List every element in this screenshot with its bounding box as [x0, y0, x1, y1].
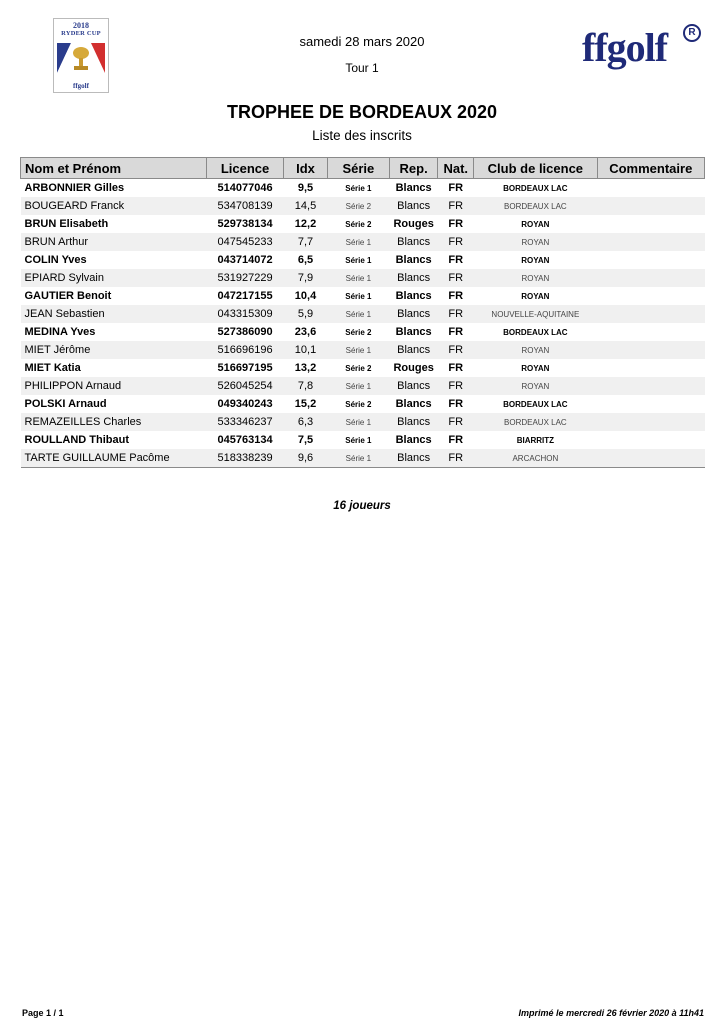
player-index: 9,6	[284, 449, 327, 468]
player-index: 14,5	[284, 197, 327, 215]
player-licence: 534708139	[206, 197, 283, 215]
player-comment	[597, 179, 704, 198]
player-club: BORDEAUX LAC	[503, 183, 568, 193]
player-comment	[597, 431, 704, 449]
player-licence: 047217155	[217, 290, 273, 302]
column-header-name: Nom et Prénom	[21, 158, 207, 179]
player-nationality: FR	[438, 305, 474, 323]
player-serie: Série 1	[327, 449, 389, 468]
player-nationality: FR	[438, 197, 474, 215]
player-comment	[597, 341, 704, 359]
player-nationality: FR	[448, 218, 464, 230]
ryder-cup-year: 2018	[73, 21, 89, 30]
player-tee: Blancs	[389, 197, 437, 215]
player-club: ROYAN	[521, 363, 550, 373]
player-serie: Série 2	[327, 197, 389, 215]
player-index: 7,5	[297, 434, 314, 446]
print-timestamp: Imprimé le mercredi 26 février 2020 à 11h41	[518, 1008, 704, 1018]
table-row	[21, 413, 705, 431]
player-tee: Blancs	[389, 449, 437, 468]
player-name: REMAZEILLES Charles	[21, 413, 207, 431]
player-serie: Série 1	[345, 183, 372, 193]
player-comment	[597, 323, 704, 341]
ryder-cup-sponsor: ffgolf	[73, 82, 89, 90]
column-header-comment: Commentaire	[597, 158, 704, 179]
player-licence: 529738134	[217, 218, 273, 230]
player-serie: Série 1	[345, 435, 372, 445]
player-nationality: FR	[448, 398, 464, 410]
player-index: 10,4	[294, 290, 317, 302]
player-club: ROYAN	[521, 255, 550, 265]
table-row	[21, 305, 705, 323]
player-comment	[597, 413, 704, 431]
player-tee: Rouges	[393, 218, 434, 230]
player-comment	[597, 287, 704, 305]
player-nationality: FR	[438, 341, 474, 359]
player-serie: Série 1	[327, 413, 389, 431]
player-serie: Série 1	[327, 269, 389, 287]
table-row	[21, 395, 705, 413]
player-name: BRUN Elisabeth	[24, 218, 109, 230]
table-row	[21, 179, 705, 198]
player-club: ROYAN	[474, 233, 597, 251]
registration-table	[20, 157, 705, 468]
player-name: ARBONNIER Gilles	[24, 182, 125, 194]
player-serie: Série 2	[345, 399, 372, 409]
player-nationality: FR	[438, 413, 474, 431]
player-nationality: FR	[438, 377, 474, 395]
player-index: 13,2	[294, 362, 317, 374]
ryder-cup-logo	[53, 18, 109, 93]
player-comment	[597, 269, 704, 287]
table-row	[21, 341, 705, 359]
player-club: NOUVELLE-AQUITAINE	[474, 305, 597, 323]
player-licence: 526045254	[206, 377, 283, 395]
player-comment	[597, 233, 704, 251]
player-club: ROYAN	[521, 291, 550, 301]
player-index: 7,9	[284, 269, 327, 287]
player-name: GAUTIER Benoit	[24, 290, 112, 302]
table-row	[21, 215, 705, 233]
player-index: 12,2	[294, 218, 317, 230]
player-licence: 516696196	[206, 341, 283, 359]
player-comment	[597, 197, 704, 215]
ffgolf-logo-text: ffgolf	[582, 25, 668, 70]
player-nationality: FR	[448, 362, 464, 374]
column-header-licence: Licence	[206, 158, 283, 179]
player-comment	[597, 305, 704, 323]
player-comment	[597, 449, 704, 468]
table-row	[21, 359, 705, 377]
player-nationality: FR	[448, 182, 464, 194]
player-nationality: FR	[438, 449, 474, 468]
player-index: 15,2	[294, 398, 317, 410]
player-name: COLIN Yves	[24, 254, 87, 266]
player-tee: Blancs	[395, 254, 432, 266]
player-index: 7,7	[284, 233, 327, 251]
player-tee: Rouges	[393, 362, 434, 374]
event-round: Tour 1	[345, 61, 379, 75]
player-club: BORDEAUX LAC	[503, 327, 568, 337]
player-comment	[597, 395, 704, 413]
player-index: 6,3	[284, 413, 327, 431]
player-name: BOUGEARD Franck	[21, 197, 207, 215]
player-serie: Série 1	[345, 291, 372, 301]
player-club: BIARRITZ	[516, 435, 555, 445]
player-tee: Blancs	[389, 341, 437, 359]
player-licence: 045763134	[217, 434, 273, 446]
player-serie: Série 1	[327, 305, 389, 323]
player-comment	[597, 251, 704, 269]
player-tee: Blancs	[389, 269, 437, 287]
table-row	[21, 377, 705, 395]
player-licence: 043315309	[206, 305, 283, 323]
player-index: 10,1	[284, 341, 327, 359]
player-nationality: FR	[438, 269, 474, 287]
player-club: BORDEAUX LAC	[474, 197, 597, 215]
player-club: BORDEAUX LAC	[503, 399, 568, 409]
table-row	[21, 323, 705, 341]
table-row	[21, 449, 705, 468]
player-nationality: FR	[448, 254, 464, 266]
column-header-club: Club de licence	[474, 158, 597, 179]
player-nationality: FR	[448, 434, 464, 446]
player-serie: Série 1	[327, 233, 389, 251]
player-serie: Série 1	[327, 377, 389, 395]
player-club: ROYAN	[474, 341, 597, 359]
table-row	[21, 197, 705, 215]
player-name: TARTE GUILLAUME Pacôme	[21, 449, 207, 468]
player-club: ROYAN	[521, 219, 550, 229]
player-licence: 047545233	[206, 233, 283, 251]
player-name: EPIARD Sylvain	[21, 269, 207, 287]
player-index: 9,5	[297, 182, 314, 194]
player-licence: 516697195	[217, 362, 273, 374]
player-serie: Série 2	[345, 363, 372, 373]
player-licence: 531927229	[206, 269, 283, 287]
player-licence: 518338239	[206, 449, 283, 468]
player-index: 7,8	[284, 377, 327, 395]
table-row	[21, 233, 705, 251]
player-club: BORDEAUX LAC	[474, 413, 597, 431]
player-name: MEDINA Yves	[24, 326, 96, 338]
table-row	[21, 251, 705, 269]
player-tee: Blancs	[389, 305, 437, 323]
player-club: ARCACHON	[474, 449, 597, 468]
player-name: ROULLAND Thibaut	[24, 434, 129, 446]
player-name: BRUN Arthur	[21, 233, 207, 251]
player-nationality: FR	[438, 233, 474, 251]
player-index: 6,5	[297, 254, 314, 266]
player-tee: Blancs	[389, 413, 437, 431]
player-licence: 527386090	[217, 326, 273, 338]
event-date: samedi 28 mars 2020	[299, 34, 425, 49]
player-serie: Série 2	[345, 327, 372, 337]
page-number: Page 1 / 1	[22, 1008, 64, 1018]
player-serie: Série 1	[327, 341, 389, 359]
player-tee: Blancs	[395, 398, 432, 410]
player-tee: Blancs	[395, 290, 432, 302]
player-licence: 533346237	[206, 413, 283, 431]
player-tee: Blancs	[395, 182, 432, 194]
player-tee: Blancs	[395, 434, 432, 446]
ffgolf-logo	[582, 24, 702, 78]
player-club: ROYAN	[474, 377, 597, 395]
player-nationality: FR	[448, 326, 464, 338]
player-comment	[597, 215, 704, 233]
player-name: POLSKI Arnaud	[24, 398, 107, 410]
player-tee: Blancs	[395, 326, 432, 338]
player-index: 5,9	[284, 305, 327, 323]
ryder-cup-name: RYDER CUP	[61, 30, 101, 37]
player-comment	[597, 359, 704, 377]
column-header-idx: Idx	[284, 158, 327, 179]
column-header-serie: Série	[327, 158, 389, 179]
page-title: TROPHEE DE BORDEAUX 2020	[226, 102, 498, 122]
player-nationality: FR	[448, 290, 464, 302]
player-count: 16 joueurs	[333, 500, 391, 512]
player-licence: 049340243	[217, 398, 273, 410]
table-row	[21, 431, 705, 449]
table-row	[21, 269, 705, 287]
player-name: MIET Katia	[24, 362, 81, 374]
player-name: JEAN Sebastien	[21, 305, 207, 323]
player-club: ROYAN	[474, 269, 597, 287]
player-name: MIET Jérôme	[21, 341, 207, 359]
registered-mark-icon: R	[683, 24, 701, 42]
column-header-nat: Nat.	[438, 158, 474, 179]
player-tee: Blancs	[389, 377, 437, 395]
player-comment	[597, 377, 704, 395]
player-serie: Série 2	[345, 219, 372, 229]
player-serie: Série 1	[345, 255, 372, 265]
table-header-row	[21, 158, 705, 179]
player-name: PHILIPPON Arnaud	[21, 377, 207, 395]
player-licence: 514077046	[217, 182, 273, 194]
table-row	[21, 287, 705, 305]
player-tee: Blancs	[389, 233, 437, 251]
page-subtitle: Liste des inscrits	[312, 128, 412, 143]
player-licence: 043714072	[217, 254, 273, 266]
column-header-rep: Rep.	[389, 158, 437, 179]
player-index: 23,6	[294, 326, 317, 338]
